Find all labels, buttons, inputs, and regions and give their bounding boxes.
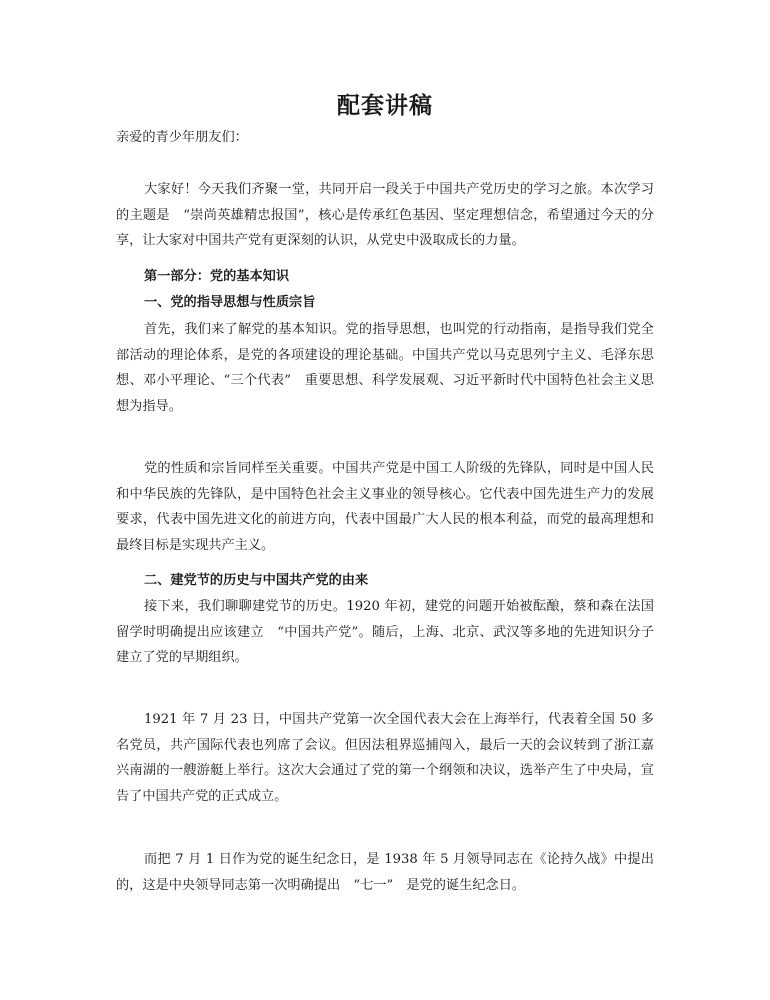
part-heading: 第一部分：党的基本知识 xyxy=(144,269,290,284)
section2-paragraph-2: 1921 年 7 月 23 日，中国共产党第一次全国代表大会在上海举行，代表着全国 50 多名党员，共产国际代表也列席了会议。但因法租界巡捕闯入，最后一天的会议转到了浙江嘉兴南湖的一艘游艇上举行。这次大会通过了党的第一个纲领和决议，选举产生了中央局，宣告了中国共产党的正式成立。 xyxy=(116,712,654,804)
section-heading-1: 一、党的指导思想与性质宗旨 xyxy=(144,295,316,310)
section2-paragraph-1: 接下来，我们聊聊建党节的历史。1920 年初，建党的问题开始被酝酿，蔡和森在法国留学时明确提出应该建立 “中国共产党”。随后，上海、北京、武汉等多地的先进知识分子建立了党的早期组织。 xyxy=(116,599,654,665)
page-title: 配套讲稿 xyxy=(337,92,433,119)
section-heading-2: 二、建党节的历史与中国共产党的由来 xyxy=(144,573,369,588)
section1-paragraph-2: 党的性质和宗旨同样至关重要。中国共产党是中国工人阶级的先锋队，同时是中国人民和中华民族的先锋队，是中国特色社会主义事业的领导核心。它代表中国先进生产力的发展要求，代表中国先进文化的前进方向，代表中国最广大人民的根本利益，而党的最高理想和最终目标是实现共产主义。 xyxy=(116,461,654,553)
intro-paragraph: 大家好！今天我们齐聚一堂，共同开启一段关于中国共产党历史的学习之旅。本次学习的主题是 “崇尚英雄精忠报国”，核心是传承红色基因、坚定理想信念，希望通过今天的分享，让大家对中国共产党有更深刻的认识，从党史中汲取成长的力量。 xyxy=(116,182,654,248)
section1-paragraph-1: 首先，我们来了解党的基本知识。党的指导思想，也叫党的行动指南，是指导我们党全部活动的理论体系，是党的各项建设的理论基础。中国共产党以马克思列宁主义、毛泽东思想、邓小平理论、“三个代表” 重要思想、科学发展观、习近平新时代中国特色社会主义思想为指导。 xyxy=(116,322,654,414)
section2-paragraph-3: 而把 7 月 1 日作为党的诞生纪念日，是 1938 年 5 月领导同志在《论持久战》中提出的，这是中央领导同志第一次明确提出 “七一” 是党的诞生纪念日。 xyxy=(116,852,654,893)
greeting-text: 亲爱的青少年朋友们： xyxy=(116,130,248,145)
